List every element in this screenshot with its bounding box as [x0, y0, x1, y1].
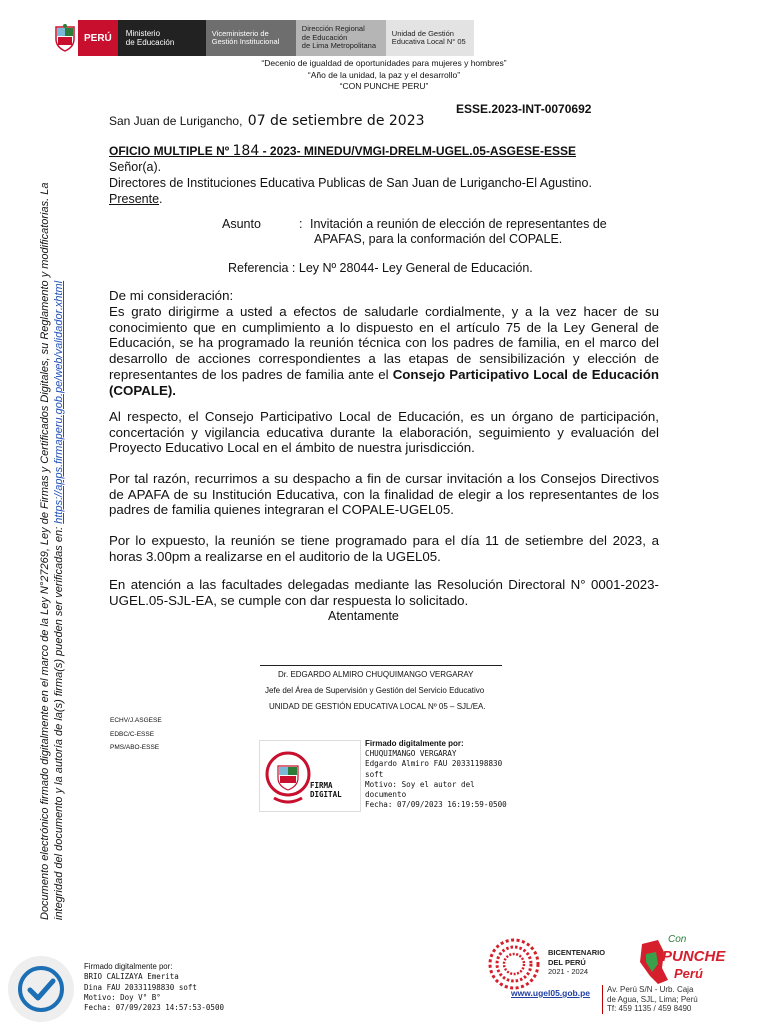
- asunto-line: APAFAS, para la conformación del COPALE.: [314, 232, 563, 246]
- oficio-number: 184: [232, 143, 260, 159]
- motto-line: “CON PUNCHE PERU”: [339, 81, 429, 91]
- signature-motivo-cont: documento: [365, 790, 407, 800]
- closing: Atentamente: [328, 609, 399, 623]
- paragraph-1-text: Es grato dirigirme a usted a efectos de saludarle cordialmente, y a la vez hacer de su conocimiento que en cumplimiento a lo dispuesto en el artículo 75 de la Ley General de Educación, se ha programado la reunión técnica con los padres de familia, en el marco del desarrollo de acciones correspondientes a las etapas de sensibilización y elección de representantes de los padres de familia ante el: [109, 304, 659, 382]
- reference-code: ESSE.2023-INT-0070692: [456, 102, 592, 116]
- oficio-suffix: - 2023- MINEDU/VMGI-DRELM-UGEL.05-ASGESE-ESSE: [262, 144, 576, 158]
- addressee-block: Señor(a). Directores de Instituciones Educativa Publicas de San Juan de Lurigancho-El Agustino. Presente.: [109, 160, 592, 206]
- signer-detail: Edgardo Almiro FAU 20331198830: [365, 759, 503, 769]
- conpunche-word: Con: [668, 934, 687, 945]
- signer-surname: CHUQUIMANGO VERGARAY: [365, 749, 457, 759]
- paragraph-4: Por lo expuesto, la reunión se tiene programado para el día 11 de setiembre del 2023, a horas 3.00pm a realizarse en el auditorio de la UGEL05.: [109, 533, 659, 564]
- check-badge-icon: [8, 956, 74, 1022]
- vobo-title: Firmado digitalmente por:: [84, 962, 173, 971]
- vertical-legal-note: [38, 160, 66, 920]
- motto-line: “Año de la unidad, la paz y el desarrollo”: [307, 69, 461, 80]
- date-line: [109, 113, 425, 129]
- asunto-label: Asunto: [222, 217, 261, 231]
- date: 07 de setiembre de 2023: [247, 113, 425, 129]
- ministerio-label: Ministerio de Educación: [118, 20, 206, 56]
- motto-line: “Decenio de igualdad de oportunidades para mujeres y hombres”: [261, 58, 507, 68]
- address-line: Av. Perú S/N - Urb. Caja: [607, 985, 694, 994]
- peru-coat-of-arms-icon: [52, 20, 78, 56]
- signed-by-title: Firmado digitalmente por:: [365, 739, 464, 748]
- address-line: de Agua, SJL, Lima; Perú: [607, 994, 698, 1004]
- firma-digital-stamp: [259, 740, 361, 812]
- signer-soft: soft: [365, 769, 384, 779]
- oficio-heading: [109, 143, 576, 159]
- footer-address: [602, 985, 698, 1014]
- conpunche-word: PUNCHE: [662, 948, 726, 965]
- signature-motivo: Motivo: Soy el autor del: [365, 779, 475, 789]
- ugel-label: Unidad de Gestión Educativa Local N° 05: [386, 20, 474, 56]
- initials-line: ECHV/J.ASGESE: [110, 717, 162, 724]
- vobo-name: BRIO CALIZAYA Emerita: [84, 972, 179, 982]
- peru-label: PERÚ: [78, 20, 118, 56]
- validator-link[interactable]: https://apps.firmaperu.gob.pe/web/validador.xhtml: [53, 280, 65, 524]
- peru-seal-icon: [264, 744, 312, 810]
- asunto-line: Invitación a reunión de elección de representantes de: [310, 217, 607, 231]
- vobo-signature-info: [84, 962, 224, 1013]
- institutional-header: [52, 20, 474, 56]
- paragraph-1-bold: Consejo Participativo Local de Educación (COPALE).: [109, 366, 659, 398]
- vertical-note-text: Documento electrónico firmado digitalmente en el marco de la Ley N°27269, Ley de Firmas y Certificados Digitales, su Reglamento y modificatorias. La integridad del documento y la autoría de la(s) firma(s) pueden ser verificadas en:: [39, 182, 65, 920]
- conpunche-word: Perú: [674, 966, 703, 981]
- vobo-motivo: Motivo: Doy V° B°: [84, 992, 161, 1002]
- salutation: Señor(a).: [109, 160, 162, 174]
- presente: Presente: [109, 192, 160, 206]
- viceministerio-label: Viceministerio de Gestión Institucional: [206, 20, 296, 56]
- asunto-colon: :: [299, 217, 303, 231]
- bicentenario-years: 2021 - 2024: [548, 967, 589, 976]
- vobo-detail: Dina FAU 20331198830 soft: [84, 982, 197, 992]
- initials-line: PMS/ABO-ESSE: [110, 744, 160, 751]
- vobo-date: Fecha: 07/09/2023 14:57:53-0500: [84, 1003, 224, 1013]
- address-line: Tf: 459 1135 / 459 8490: [607, 1004, 692, 1014]
- paragraph-3: Por tal razón, recurrimos a su despacho a fin de cursar invitación a los Consejos Directivos de APAFA de su Institución Educativa, con la finalidad de elegir a los representantes de los padres de familia quienes integraran el COPALE-UGEL05.: [109, 471, 659, 518]
- paragraph-2: Al respecto, el Consejo Participativo Local de Educación, es un órgano de participación, concertación y vigilancia educativa durante la elaboración, seguimiento y evaluación del Proyecto Educativo Local en el ámbito de nuestra jurisdicción.: [109, 409, 659, 456]
- website-link[interactable]: www.ugel05.gob.pe: [511, 988, 591, 998]
- bicentenario-text: [548, 948, 605, 977]
- referencia: Referencia : Ley Nº 28044- Ley General de Educación.: [228, 261, 533, 275]
- direccion-regional-label: Dirección Regional de Educación de Lima Metropolitana: [296, 20, 386, 56]
- recipients: Directores de Instituciones Educativa Publicas de San Juan de Lurigancho-El Agustino.: [109, 176, 592, 190]
- paragraph-1: [109, 304, 659, 398]
- paragraph-5: En atención a las facultades delegadas mediante las Resolución Directoral N° 0001-2023-UGEL.05-SJL-EA, se cumple con dar respuesta lo solicitado.: [109, 577, 659, 608]
- greeting: De mi consideración:: [109, 288, 234, 303]
- con-punche-peru-logo: [628, 932, 726, 992]
- bicentenario-line: DEL PERÚ: [548, 957, 586, 967]
- signature-date: Fecha: 07/09/2023 16:19:59-0500: [365, 800, 507, 810]
- signer-unit: UNIDAD DE GESTIÓN EDUCATIVA LOCAL Nº 05 – SJL/EA.: [269, 702, 486, 711]
- firma-digital-label: FIRMA DIGITAL: [310, 781, 342, 799]
- oficio-prefix: OFICIO MULTIPLE Nº: [109, 144, 230, 158]
- bicentenario-line: BICENTENARIO: [548, 948, 606, 957]
- asunto-block: [222, 217, 642, 247]
- signature-line: [260, 665, 502, 666]
- initials-line: EDBC/C-ESSE: [110, 731, 155, 738]
- mottos: [0, 58, 768, 93]
- digital-signature-info: [365, 739, 507, 810]
- signer-name: Dr. EDGARDO ALMIRO CHUQUIMANGO VERGARAY: [278, 670, 474, 679]
- place: San Juan de Lurigancho,: [109, 114, 243, 128]
- signer-role: Jefe del Área de Supervisión y Gestión del Servicio Educativo: [265, 686, 485, 695]
